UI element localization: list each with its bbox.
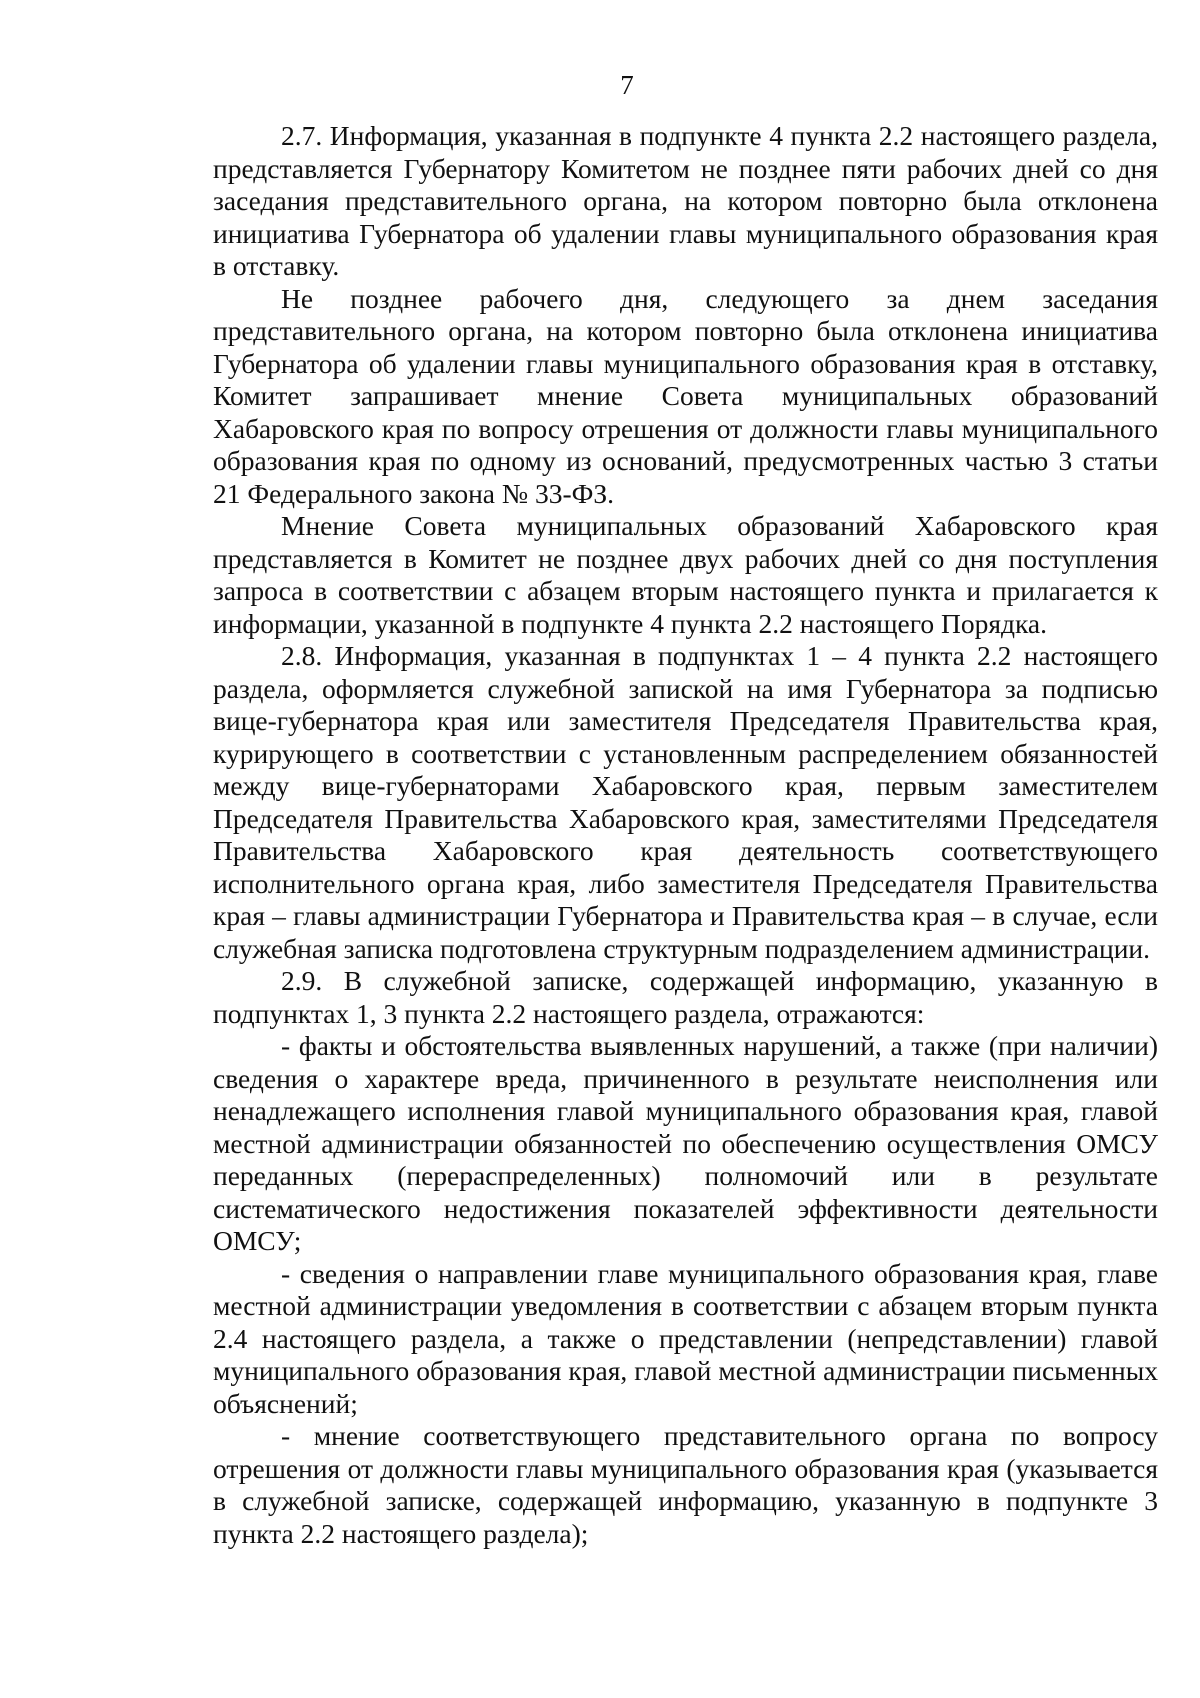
page-number: 7 — [620, 70, 634, 100]
paragraph-2-7: 2.7. Информация, указанная в подпункте 4 пункта 2.2 настоящего раздела, представляется Губернатору Комитетом не позднее пяти рабочих дней со дня заседания представительного органа, на котором повторно была отклонена инициатива Губернатора об удалении главы муниципального образования края в отставку. — [213, 120, 1158, 281]
list-item-notification: - сведения о направлении главе муниципального образования края, главе местной администрации уведомления в соответствии с абзацем вторым пункта 2.4 настоящего раздела, а также о представлении (непредставлении) главой муниципального образования края, главой местной администрации письменных объяснений; — [213, 1257, 1158, 1419]
list-item-opinion: - мнение соответствующего представительного органа по вопросу отрешения от должности главы муниципального образования края (указывается в служебной записке, содержащей информацию, указанную в подпункте 3 пункта 2.2 настоящего раздела); — [213, 1420, 1158, 1549]
paragraph-2-8: 2.8. Информация, указанная в подпунктах 1 – 4 пункта 2.2 настоящего раздела, оформляется служебной запиской на имя Губернатора за подписью вице-губернатора края или заместителя Председателя Правительства края, курирующего в соответствии с установленным распределением обязанностей между вице-губернаторами Хабаровского края, первым заместителем Председателя Правительства Хабаровского края, заместителями Председателя Правительства Хабаровского края деятельность соответствующего исполнительного органа края, либо заместителя Председателя Правительства края – главы администрации Губернатора и Правительства края – в случае, если служебная записка подготовлена структурным подразделением администрации. — [213, 640, 1158, 964]
list-item-facts: - факты и обстоятельства выявленных нарушений, а также (при наличии) сведения о характере вреда, причиненного в результате неисполнения или ненадлежащего исполнения главой муниципального образования края, главой местной администрации обязанностей по обеспечению осуществления ОМСУ переданных (перераспределенных) полномочий или в результате систематического недостижения показателей эффективности деятельности ОМСУ; — [213, 1030, 1158, 1256]
document-body — [213, 120, 1158, 1550]
paragraph-2-7-second: Не позднее рабочего дня, следующего за днем заседания представительного органа, на котором повторно была отклонена инициатива Губернатора об удалении главы муниципального образования края в отставку, Комитет запрашивает мнение Совета муниципальных образований Хабаровского края по вопросу отрешения от должности главы муниципального образования края по одному из оснований, предусмотренных частью 3 статьи 21 Федерального закона № 33-ФЗ. — [213, 282, 1158, 509]
paragraph-2-7-third: Мнение Совета муниципальных образований Хабаровского края представляется в Комитет не позднее двух рабочих дней со дня поступления запроса в соответствии с абзацем вторым настоящего пункта и прилагается к информации, указанной в подпункте 4 пункта 2.2 настоящего Порядка. — [213, 510, 1158, 639]
paragraph-2-9: 2.9. В служебной записке, содержащей информацию, указанную в подпунктах 1, 3 пункта 2.2 настоящего раздела, отражаются: — [213, 965, 1158, 1029]
